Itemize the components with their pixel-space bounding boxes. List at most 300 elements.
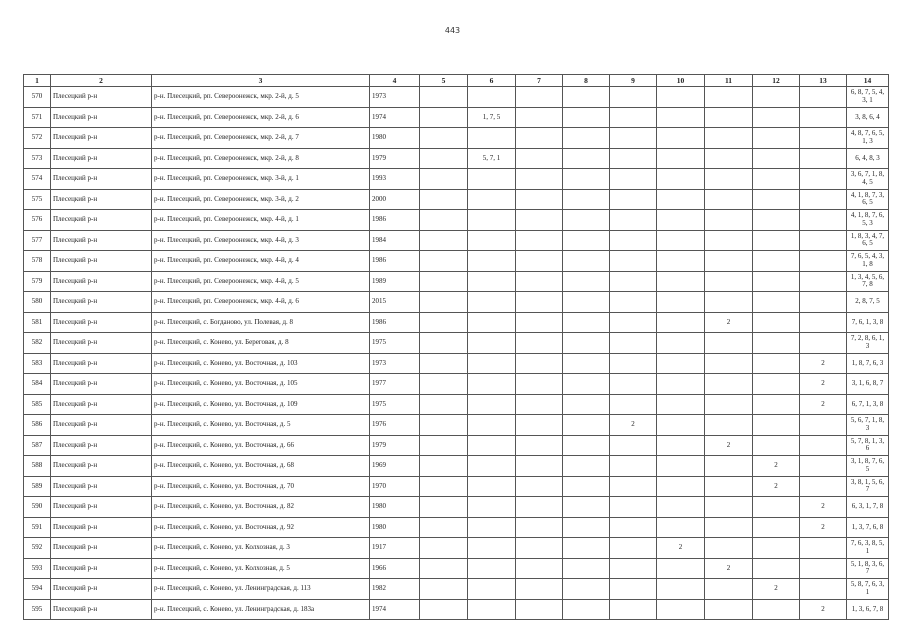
- cell-district: Плесецкий р-н: [51, 210, 152, 231]
- cell-col-10: [657, 353, 705, 374]
- cell-col-14: 7, 2, 8, 6, 1, 3: [847, 333, 889, 354]
- cell-row-number: 590: [24, 497, 51, 518]
- cell-col-6: [468, 476, 516, 497]
- cell-col-14: 3, 6, 7, 1, 8, 4, 5: [847, 169, 889, 190]
- cell-address: р-н. Плесецкий, с. Конево, ул. Восточная, д. 103: [152, 353, 370, 374]
- cell-address: р-н. Плесецкий, рп. Североонежск, мкр. 4-й, д. 3: [152, 230, 370, 251]
- cell-col-8: [563, 333, 610, 354]
- cell-year-built: 1966: [370, 558, 420, 579]
- table-row: [24, 312, 889, 333]
- cell-row-number: 573: [24, 148, 51, 169]
- cell-col-11: 2: [705, 435, 753, 456]
- cell-col-6: [468, 579, 516, 600]
- cell-col-12: [753, 148, 800, 169]
- cell-col-7: [516, 230, 563, 251]
- table-row: [24, 517, 889, 538]
- cell-address: р-н. Плесецкий, рп. Североонежск, мкр. 2-й, д. 5: [152, 87, 370, 108]
- cell-year-built: 1969: [370, 456, 420, 477]
- cell-address: р-н. Плесецкий, с. Конево, ул. Ленинградская, д. 183а: [152, 599, 370, 620]
- cell-year-built: 1975: [370, 394, 420, 415]
- cell-col-7: [516, 107, 563, 128]
- cell-col-12: [753, 230, 800, 251]
- cell-col-13: [800, 148, 847, 169]
- cell-row-number: 593: [24, 558, 51, 579]
- cell-col-6: [468, 538, 516, 559]
- cell-col-6: [468, 599, 516, 620]
- cell-district: Плесецкий р-н: [51, 579, 152, 600]
- cell-col-6: [468, 292, 516, 313]
- cell-year-built: 1980: [370, 497, 420, 518]
- cell-year-built: 1993: [370, 169, 420, 190]
- cell-col-14: 7, 6, 1, 3, 8: [847, 312, 889, 333]
- housing-registry-table: [23, 74, 889, 620]
- cell-row-number: 577: [24, 230, 51, 251]
- cell-year-built: 1980: [370, 517, 420, 538]
- cell-col-11: [705, 87, 753, 108]
- column-header-12: 12: [753, 75, 800, 87]
- cell-col-13: [800, 210, 847, 231]
- cell-col-8: [563, 476, 610, 497]
- cell-col-13: 2: [800, 599, 847, 620]
- cell-col-12: [753, 169, 800, 190]
- cell-col-12: [753, 189, 800, 210]
- cell-col-14: 6, 3, 1, 7, 8: [847, 497, 889, 518]
- column-header-3: 3: [152, 75, 370, 87]
- cell-col-10: [657, 210, 705, 231]
- cell-row-number: 580: [24, 292, 51, 313]
- cell-col-11: [705, 148, 753, 169]
- cell-col-9: [610, 517, 657, 538]
- cell-col-10: [657, 189, 705, 210]
- cell-col-7: [516, 415, 563, 436]
- column-header-7: 7: [516, 75, 563, 87]
- cell-col-11: [705, 169, 753, 190]
- cell-row-number: 589: [24, 476, 51, 497]
- cell-col-5: [420, 169, 468, 190]
- cell-col-13: [800, 333, 847, 354]
- cell-district: Плесецкий р-н: [51, 435, 152, 456]
- cell-col-13: 2: [800, 517, 847, 538]
- cell-row-number: 588: [24, 456, 51, 477]
- cell-col-11: [705, 579, 753, 600]
- cell-col-9: [610, 599, 657, 620]
- cell-col-13: 2: [800, 374, 847, 395]
- table-row: [24, 497, 889, 518]
- cell-district: Плесецкий р-н: [51, 353, 152, 374]
- cell-col-7: [516, 189, 563, 210]
- cell-col-13: [800, 128, 847, 149]
- cell-col-7: [516, 517, 563, 538]
- cell-year-built: 2015: [370, 292, 420, 313]
- cell-col-9: 2: [610, 415, 657, 436]
- cell-year-built: 1979: [370, 148, 420, 169]
- cell-col-6: [468, 189, 516, 210]
- cell-col-10: [657, 435, 705, 456]
- cell-col-13: [800, 579, 847, 600]
- cell-col-10: [657, 292, 705, 313]
- cell-col-12: [753, 292, 800, 313]
- cell-col-13: [800, 476, 847, 497]
- cell-col-7: [516, 148, 563, 169]
- cell-col-11: [705, 374, 753, 395]
- cell-col-9: [610, 169, 657, 190]
- cell-col-5: [420, 230, 468, 251]
- cell-col-7: [516, 271, 563, 292]
- cell-col-12: [753, 415, 800, 436]
- cell-col-11: [705, 538, 753, 559]
- cell-col-14: 1, 3, 7, 6, 8: [847, 517, 889, 538]
- cell-col-11: [705, 292, 753, 313]
- cell-col-7: [516, 251, 563, 272]
- cell-col-11: [705, 476, 753, 497]
- cell-col-13: [800, 558, 847, 579]
- cell-district: Плесецкий р-н: [51, 107, 152, 128]
- cell-col-12: [753, 353, 800, 374]
- cell-col-5: [420, 210, 468, 231]
- cell-col-12: 2: [753, 579, 800, 600]
- cell-col-10: [657, 517, 705, 538]
- cell-district: Плесецкий р-н: [51, 456, 152, 477]
- table-body: [24, 87, 889, 620]
- column-header-6: 6: [468, 75, 516, 87]
- cell-col-8: [563, 128, 610, 149]
- cell-address: р-н. Плесецкий, рп. Североонежск, мкр. 4-й, д. 1: [152, 210, 370, 231]
- cell-col-8: [563, 230, 610, 251]
- cell-district: Плесецкий р-н: [51, 394, 152, 415]
- cell-col-6: [468, 251, 516, 272]
- cell-col-12: [753, 497, 800, 518]
- table-row: [24, 271, 889, 292]
- cell-col-9: [610, 230, 657, 251]
- cell-address: р-н. Плесецкий, рп. Североонежск, мкр. 3-й, д. 1: [152, 169, 370, 190]
- table-row: [24, 128, 889, 149]
- cell-col-11: [705, 394, 753, 415]
- cell-col-14: 1, 3, 4, 5, 6, 7, 8: [847, 271, 889, 292]
- cell-year-built: 1974: [370, 599, 420, 620]
- table-row: [24, 333, 889, 354]
- cell-col-6: [468, 312, 516, 333]
- cell-col-10: [657, 415, 705, 436]
- cell-col-12: [753, 107, 800, 128]
- cell-row-number: 576: [24, 210, 51, 231]
- cell-col-8: [563, 517, 610, 538]
- cell-row-number: 594: [24, 579, 51, 600]
- cell-col-12: [753, 558, 800, 579]
- table-row: [24, 210, 889, 231]
- cell-col-9: [610, 271, 657, 292]
- cell-col-13: [800, 189, 847, 210]
- cell-col-14: 7, 6, 3, 8, 5, 1: [847, 538, 889, 559]
- cell-col-7: [516, 210, 563, 231]
- cell-col-8: [563, 312, 610, 333]
- cell-col-6: [468, 353, 516, 374]
- cell-col-5: [420, 271, 468, 292]
- cell-col-10: [657, 456, 705, 477]
- column-header-8: 8: [563, 75, 610, 87]
- cell-col-13: 2: [800, 394, 847, 415]
- cell-col-10: [657, 579, 705, 600]
- cell-row-number: 583: [24, 353, 51, 374]
- cell-col-7: [516, 312, 563, 333]
- cell-col-9: [610, 497, 657, 518]
- cell-year-built: 1986: [370, 251, 420, 272]
- cell-col-7: [516, 476, 563, 497]
- cell-col-8: [563, 87, 610, 108]
- cell-col-8: [563, 189, 610, 210]
- cell-col-14: 4, 1, 8, 7, 6, 5, 3: [847, 210, 889, 231]
- cell-address: р-н. Плесецкий, с. Конево, ул. Колхозная, д. 5: [152, 558, 370, 579]
- cell-col-9: [610, 456, 657, 477]
- cell-col-5: [420, 312, 468, 333]
- cell-district: Плесецкий р-н: [51, 476, 152, 497]
- cell-col-13: [800, 107, 847, 128]
- cell-row-number: 592: [24, 538, 51, 559]
- cell-col-6: [468, 87, 516, 108]
- table-row: [24, 476, 889, 497]
- table-row: [24, 558, 889, 579]
- cell-col-6: [468, 415, 516, 436]
- cell-district: Плесецкий р-н: [51, 599, 152, 620]
- cell-col-8: [563, 251, 610, 272]
- cell-col-14: 1, 8, 3, 4, 7, 6, 5: [847, 230, 889, 251]
- cell-address: р-н. Плесецкий, с. Конево, ул. Восточная, д. 5: [152, 415, 370, 436]
- cell-col-14: 5, 6, 7, 1, 8, 3: [847, 415, 889, 436]
- cell-year-built: 1973: [370, 353, 420, 374]
- cell-col-9: [610, 435, 657, 456]
- column-header-1: 1: [24, 75, 51, 87]
- cell-col-5: [420, 579, 468, 600]
- cell-row-number: 571: [24, 107, 51, 128]
- cell-col-10: [657, 476, 705, 497]
- cell-col-9: [610, 148, 657, 169]
- cell-col-8: [563, 599, 610, 620]
- cell-address: р-н. Плесецкий, с. Конево, ул. Колхозная, д. 3: [152, 538, 370, 559]
- cell-year-built: 1986: [370, 312, 420, 333]
- cell-col-7: [516, 538, 563, 559]
- cell-col-7: [516, 353, 563, 374]
- cell-col-14: 1, 8, 7, 6, 3: [847, 353, 889, 374]
- cell-col-7: [516, 394, 563, 415]
- cell-col-14: 5, 8, 7, 6, 3, 1: [847, 579, 889, 600]
- cell-col-12: 2: [753, 476, 800, 497]
- cell-address: р-н. Плесецкий, рп. Североонежск, мкр. 2-й, д. 7: [152, 128, 370, 149]
- cell-col-7: [516, 456, 563, 477]
- cell-district: Плесецкий р-н: [51, 148, 152, 169]
- cell-col-8: [563, 292, 610, 313]
- cell-col-14: 3, 8, 1, 5, 6, 7: [847, 476, 889, 497]
- cell-col-9: [610, 394, 657, 415]
- cell-col-14: 4, 8, 7, 6, 5, 1, 3: [847, 128, 889, 149]
- column-header-10: 10: [657, 75, 705, 87]
- cell-col-8: [563, 169, 610, 190]
- cell-col-8: [563, 394, 610, 415]
- cell-row-number: 581: [24, 312, 51, 333]
- cell-address: р-н. Плесецкий, с. Конево, ул. Ленинградская, д. 113: [152, 579, 370, 600]
- cell-year-built: 1976: [370, 415, 420, 436]
- cell-address: р-н. Плесецкий, рп. Североонежск, мкр. 2-й, д. 6: [152, 107, 370, 128]
- cell-col-6: [468, 333, 516, 354]
- cell-col-10: [657, 230, 705, 251]
- cell-col-9: [610, 251, 657, 272]
- table-row: [24, 394, 889, 415]
- cell-col-8: [563, 415, 610, 436]
- cell-district: Плесецкий р-н: [51, 312, 152, 333]
- cell-col-5: [420, 353, 468, 374]
- cell-col-6: [468, 558, 516, 579]
- cell-col-10: [657, 128, 705, 149]
- cell-col-11: [705, 251, 753, 272]
- cell-col-12: [753, 394, 800, 415]
- cell-year-built: 1970: [370, 476, 420, 497]
- cell-col-12: 2: [753, 456, 800, 477]
- cell-col-10: [657, 558, 705, 579]
- cell-col-8: [563, 210, 610, 231]
- cell-col-11: 2: [705, 558, 753, 579]
- cell-district: Плесецкий р-н: [51, 251, 152, 272]
- cell-col-9: [610, 374, 657, 395]
- cell-address: р-н. Плесецкий, с. Конево, ул. Восточная, д. 70: [152, 476, 370, 497]
- cell-address: р-н. Плесецкий, с. Конево, ул. Восточная, д. 109: [152, 394, 370, 415]
- cell-row-number: 575: [24, 189, 51, 210]
- cell-row-number: 595: [24, 599, 51, 620]
- cell-col-9: [610, 87, 657, 108]
- cell-col-10: [657, 271, 705, 292]
- cell-col-13: [800, 312, 847, 333]
- page-number: 443: [444, 26, 461, 35]
- cell-col-7: [516, 374, 563, 395]
- cell-district: Плесецкий р-н: [51, 497, 152, 518]
- cell-col-5: [420, 128, 468, 149]
- cell-col-7: [516, 333, 563, 354]
- cell-district: Плесецкий р-н: [51, 538, 152, 559]
- cell-address: р-н. Плесецкий, с. Конево, ул. Восточная, д. 92: [152, 517, 370, 538]
- cell-col-9: [610, 292, 657, 313]
- cell-col-7: [516, 128, 563, 149]
- cell-col-13: [800, 456, 847, 477]
- cell-address: р-н. Плесецкий, с. Богданово, ул. Полевая, д. 8: [152, 312, 370, 333]
- cell-col-12: [753, 435, 800, 456]
- cell-year-built: 1979: [370, 435, 420, 456]
- cell-col-12: [753, 517, 800, 538]
- cell-col-13: [800, 230, 847, 251]
- cell-district: Плесецкий р-н: [51, 517, 152, 538]
- column-header-11: 11: [705, 75, 753, 87]
- cell-col-14: 5, 7, 8, 1, 3, 6: [847, 435, 889, 456]
- table-row: [24, 374, 889, 395]
- cell-col-8: [563, 538, 610, 559]
- cell-district: Плесецкий р-н: [51, 415, 152, 436]
- cell-year-built: 1986: [370, 210, 420, 231]
- table-row: [24, 87, 889, 108]
- cell-col-12: [753, 271, 800, 292]
- cell-row-number: 579: [24, 271, 51, 292]
- cell-col-12: [753, 599, 800, 620]
- cell-col-9: [610, 210, 657, 231]
- cell-col-11: [705, 456, 753, 477]
- table-row: [24, 148, 889, 169]
- table-header-row: [24, 75, 889, 87]
- cell-row-number: 574: [24, 169, 51, 190]
- cell-district: Плесецкий р-н: [51, 128, 152, 149]
- cell-col-10: [657, 169, 705, 190]
- table-row: [24, 456, 889, 477]
- cell-col-5: [420, 292, 468, 313]
- cell-col-10: [657, 87, 705, 108]
- cell-row-number: 584: [24, 374, 51, 395]
- cell-col-8: [563, 374, 610, 395]
- cell-col-12: [753, 251, 800, 272]
- cell-col-6: [468, 517, 516, 538]
- cell-col-10: [657, 333, 705, 354]
- cell-col-10: [657, 107, 705, 128]
- cell-col-10: 2: [657, 538, 705, 559]
- cell-col-6: [468, 128, 516, 149]
- cell-col-14: 3, 8, 6, 4: [847, 107, 889, 128]
- cell-col-7: [516, 599, 563, 620]
- cell-col-11: [705, 599, 753, 620]
- cell-col-11: [705, 230, 753, 251]
- cell-col-5: [420, 497, 468, 518]
- cell-col-9: [610, 128, 657, 149]
- table-row: [24, 169, 889, 190]
- cell-col-5: [420, 374, 468, 395]
- cell-col-14: 3, 1, 8, 7, 6, 5: [847, 456, 889, 477]
- cell-col-5: [420, 517, 468, 538]
- cell-col-5: [420, 415, 468, 436]
- cell-col-9: [610, 353, 657, 374]
- cell-col-12: [753, 333, 800, 354]
- table-row: [24, 251, 889, 272]
- cell-col-6: [468, 230, 516, 251]
- cell-col-11: [705, 333, 753, 354]
- cell-col-8: [563, 107, 610, 128]
- cell-col-5: [420, 148, 468, 169]
- cell-col-5: [420, 538, 468, 559]
- cell-col-7: [516, 497, 563, 518]
- cell-col-12: [753, 312, 800, 333]
- column-header-4: 4: [370, 75, 420, 87]
- cell-col-7: [516, 169, 563, 190]
- cell-col-11: [705, 353, 753, 374]
- column-header-2: 2: [51, 75, 152, 87]
- column-header-13: 13: [800, 75, 847, 87]
- cell-row-number: 570: [24, 87, 51, 108]
- cell-col-5: [420, 87, 468, 108]
- cell-col-8: [563, 558, 610, 579]
- cell-col-7: [516, 558, 563, 579]
- cell-col-12: [753, 538, 800, 559]
- cell-col-6: [468, 456, 516, 477]
- cell-col-11: 2: [705, 312, 753, 333]
- cell-col-9: [610, 107, 657, 128]
- cell-col-8: [563, 353, 610, 374]
- cell-address: р-н. Плесецкий, рп. Североонежск, мкр. 4-й, д. 6: [152, 292, 370, 313]
- cell-col-13: [800, 292, 847, 313]
- table-row: [24, 415, 889, 436]
- cell-col-7: [516, 435, 563, 456]
- cell-row-number: 591: [24, 517, 51, 538]
- cell-col-7: [516, 87, 563, 108]
- cell-address: р-н. Плесецкий, рп. Североонежск, мкр. 2-й, д. 8: [152, 148, 370, 169]
- cell-col-12: [753, 87, 800, 108]
- cell-year-built: 1973: [370, 87, 420, 108]
- table-row: [24, 579, 889, 600]
- table-row: [24, 107, 889, 128]
- cell-col-11: [705, 271, 753, 292]
- cell-col-13: [800, 271, 847, 292]
- table-row: [24, 189, 889, 210]
- cell-col-14: 2, 8, 7, 5: [847, 292, 889, 313]
